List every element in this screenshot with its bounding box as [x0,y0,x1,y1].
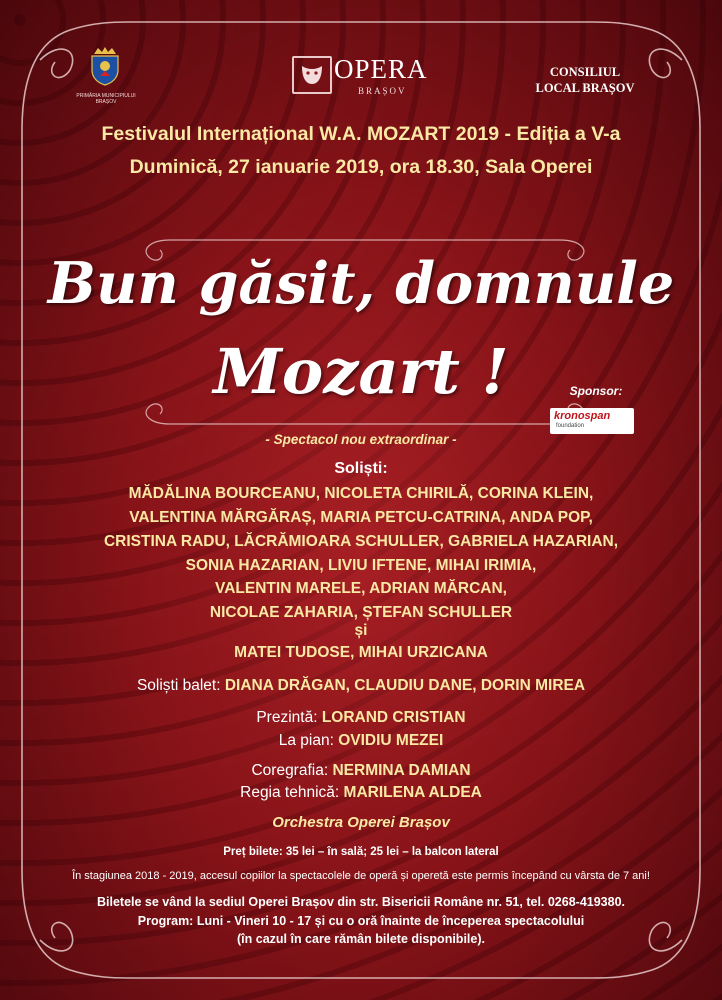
soloists-heading: Soliști: [334,460,388,477]
opera-word: OPERA [334,54,428,84]
host-credit [0,709,722,727]
soloists-line: MĂDĂLINA BOURCEANU, NICOLETA CHIRILĂ, CORINA KLEIN, [128,485,594,502]
piano-credit [0,732,722,750]
council-line-2: LOCAL BRAȘOV [535,81,635,95]
title-line-2: Mozart ! [213,335,509,408]
choreography-label: Coregrafia: [251,762,329,779]
choreography-credit [0,762,722,780]
opera-logo [292,52,438,100]
ballet-label: Soliști balet: [136,677,221,694]
city-crest-icon [88,46,122,86]
ballet-value: DIANA DRĂGAN, CLAUDIU DANE, DORIN MIREA [224,677,586,694]
festival-line: Festivalul Internațional W.A. MOZART 2019 - Ediția a V-a [101,123,621,145]
title-line-1: Bun găsit, domnule [47,250,675,317]
soloists-line: NICOLAE ZAHARIA, ȘTEFAN SCHULLER [209,604,513,621]
opera-sub: BRAȘOV [358,86,407,96]
choreography-value: NERMINA DAMIAN [332,762,471,779]
subtitle: - Spectacol nou extraordinar - [265,432,457,447]
sponsor-logo [550,408,634,434]
ticket-info-line: Biletele se vând la sediul Operei Brașov din str. Bisericii Române nr. 51, tel. 0268-419380. [96,895,626,909]
schedule-line: Program: Luni - Vineri 10 - 17 și cu o oră înainte de începerea spectacolului [137,914,585,928]
soloists-line: MATEI TUDOSE, MIHAI URZICANA [234,644,488,661]
host-value: LORAND CRISTIAN [321,709,466,726]
children-note: În stagiunea 2018 - 2019, accesul copiilor la spectacolele de operă și operetă este permis începând cu vârsta de 7 ani! [72,870,650,882]
price-line: Preț bilete: 35 lei – în sală; 25 lei – la balcon lateral [223,846,499,858]
opera-logo-mask-icon [292,56,332,94]
soloists-line: VALENTINA MĂRGĂRAȘ, MARIA PETCU-CATRINA, ANDA POP, [129,509,593,526]
tech-label: Regia tehnică: [240,784,340,801]
availability-line: (în cazul în care rămân bilete disponibile). [237,932,485,946]
council-line-1: CONSILIUL [549,65,621,79]
date-line: Duminică, 27 ianuarie 2019, ora 18.30, Sala Operei [129,156,593,178]
ballet-credit [0,677,722,695]
soloists-line: SONIA HAZARIAN, LIVIU IFTENE, MIHAI IRIMIA, [185,557,537,574]
sponsor-sub: foundation [556,423,585,429]
crest-caption: PRIMĂRIA MUNICIPIULUI BRAȘOV [76,93,136,105]
tech-value: MARILENA ALDEA [343,784,482,801]
sponsor-brand: kronospan [554,410,611,422]
soloists-line: CRISTINA RADU, LĂCRĂMIOARA SCHULLER, GABRIELA HAZARIAN, [103,533,619,550]
piano-value: OVIDIU MEZEI [338,732,444,749]
soloists-line: VALENTIN MARELE, ADRIAN MĂRCAN, [215,580,507,597]
soloists-conjunction: și [354,622,368,639]
council-logo-text [510,64,660,96]
piano-label: La pian: [278,732,334,749]
tech-credit [0,784,722,802]
orchestra: Orchestra Operei Brașov [272,814,450,831]
sponsor-label: Sponsor: [569,384,623,398]
host-label: Prezintă: [256,709,318,726]
